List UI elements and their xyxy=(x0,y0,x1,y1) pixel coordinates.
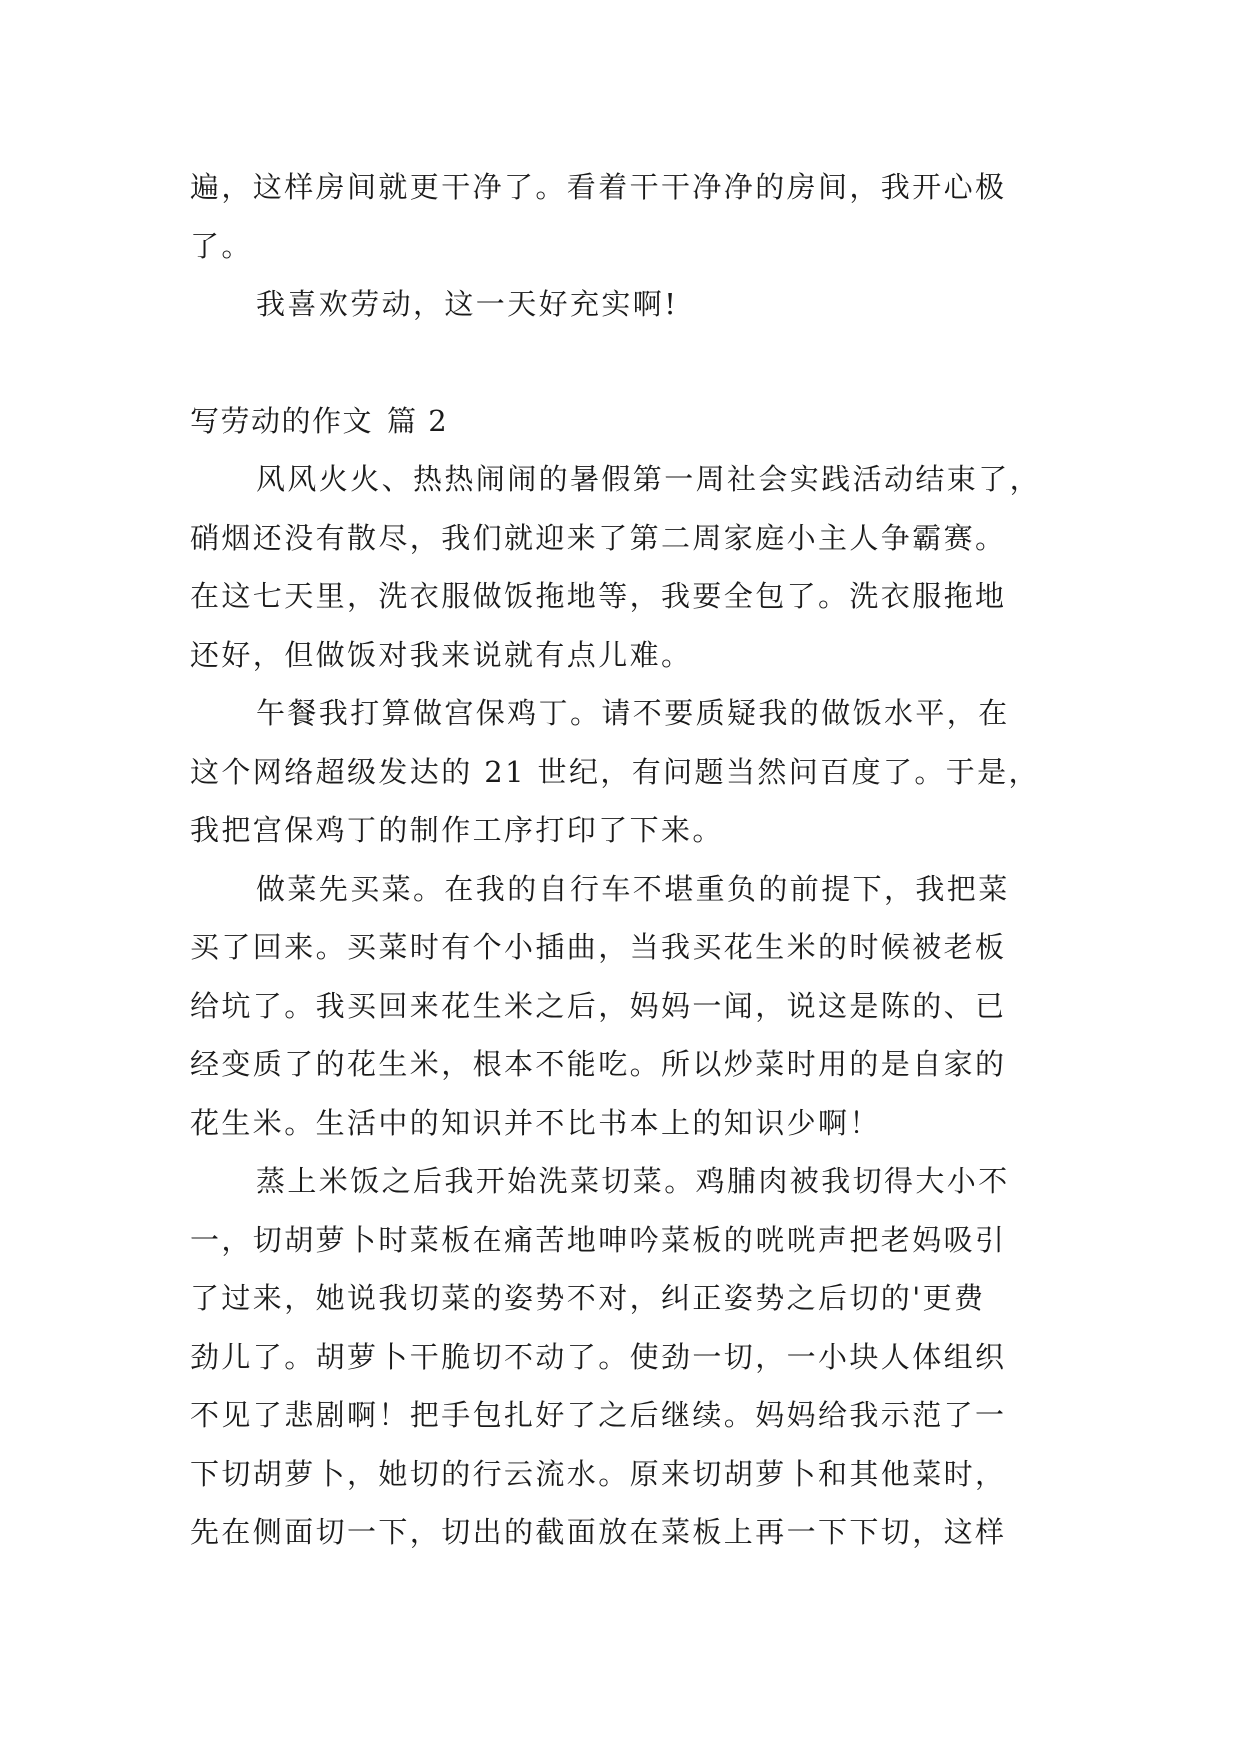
paragraph-start: 我喜欢劳动，这一天好充实啊! xyxy=(256,287,679,321)
text-line: 遍，这样房间就更干净了。看着干干净净的房间，我开心极 xyxy=(190,170,1007,204)
text-line: 给坑了。我买回来花生米之后，妈妈一闻，说这是陈的、已 xyxy=(190,988,1007,1023)
text-line: 一，切胡萝卜时菜板在痛苦地呻吟菜板的咣咣声把老妈吸引 xyxy=(190,1222,1007,1257)
text-line: 买了回来。买菜时有个小插曲，当我买花生米的时候被老板 xyxy=(190,930,1007,964)
section-heading xyxy=(190,392,1050,451)
heading-number: 篇 2 xyxy=(387,403,449,438)
text-line: 在这七天里，洗衣服做饭拖地等，我要全包了。洗衣服拖地 xyxy=(190,579,1007,613)
text-line: 先在侧面切一下，切出的截面放在菜板上再一下下切，这样 xyxy=(190,1515,1007,1549)
text-line: 这个网络超级发达的 21 世纪，有问题当然问百度了。于是， xyxy=(190,754,1040,789)
document-page xyxy=(190,158,1050,1562)
heading-title: 写劳动的作文 xyxy=(190,403,374,438)
paragraph-start: 蒸上米饭之后我开始洗菜切菜。鸡脯肉被我切得大小不 xyxy=(256,1164,1010,1198)
text-line: 不见了悲剧啊！把手包扎好了之后继续。妈妈给我示范了一 xyxy=(190,1398,1007,1432)
text-line: 还好，但做饭对我来说就有点儿难。 xyxy=(190,637,693,672)
text-line: 了。 xyxy=(190,228,253,263)
text-line: 下切胡萝卜，她切的行云流水。原来切胡萝卜和其他菜时， xyxy=(190,1456,1007,1491)
section-gap xyxy=(190,334,1050,392)
text-line: 花生米。生活中的知识并不比书本上的知识少啊！ xyxy=(190,1105,881,1140)
text-line: 了过来，她说我切菜的姿势不对，纠正姿势之后切的'更费 xyxy=(190,1281,986,1315)
paragraph-start: 做菜先买菜。在我的自行车不堪重负的前提下，我把菜 xyxy=(256,871,1010,906)
text-line: 劲儿了。胡萝卜干脆切不动了。使劲一切，一小块人体组织 xyxy=(190,1339,1007,1374)
text-line: 我把宫保鸡丁的制作工序打印了下来。 xyxy=(190,813,724,847)
text-line: 经变质了的花生米，根本不能吃。所以炒菜时用的是自家的 xyxy=(190,1047,1007,1081)
paragraph-start: 风风火火、热热闹闹的暑假第一周社会实践活动结束了， xyxy=(256,462,1042,496)
paragraph-start: 午餐我打算做宫保鸡丁。请不要质疑我的做饭水平，在 xyxy=(256,696,1010,730)
text-line: 硝烟还没有散尽，我们就迎来了第二周家庭小主人争霸赛。 xyxy=(190,520,1007,555)
